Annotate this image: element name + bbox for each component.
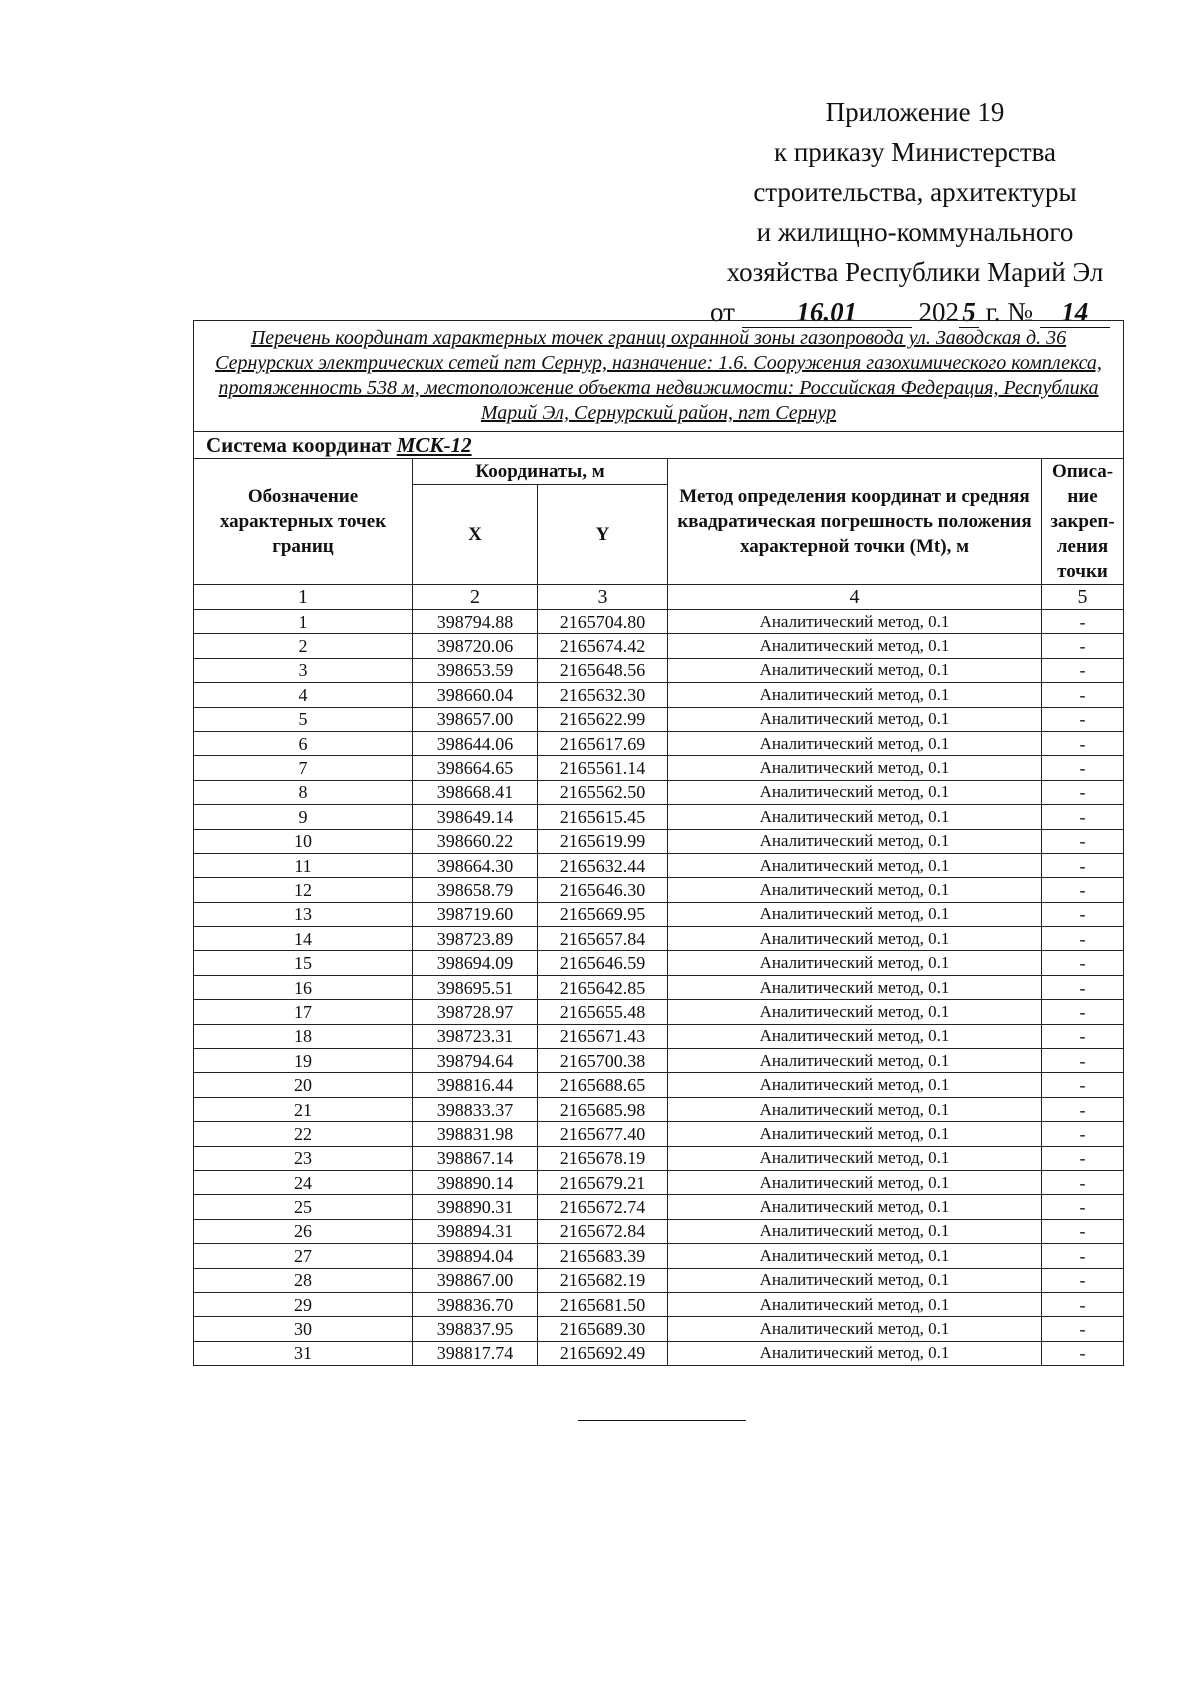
description-value: - [1042, 1146, 1124, 1170]
table-row [194, 1195, 1124, 1219]
method-value: Аналитический метод, 0.1 [668, 1073, 1042, 1097]
column-number: 1 [194, 585, 413, 610]
method-value: Аналитический метод, 0.1 [668, 658, 1042, 682]
table-row [194, 1000, 1124, 1024]
x-value: 398658.79 [413, 878, 538, 902]
table-row [194, 829, 1124, 853]
y-value: 2165692.49 [538, 1341, 668, 1365]
description-value: - [1042, 1317, 1124, 1341]
description-value: - [1042, 1268, 1124, 1292]
table-row [194, 1317, 1124, 1341]
description-value: - [1042, 1341, 1124, 1365]
point-number: 27 [194, 1244, 413, 1268]
method-value: Аналитический метод, 0.1 [668, 1024, 1042, 1048]
point-number: 6 [194, 731, 413, 755]
method-value: Аналитический метод, 0.1 [668, 1244, 1042, 1268]
description-value: - [1042, 610, 1124, 634]
point-number: 17 [194, 1000, 413, 1024]
x-value: 398664.30 [413, 853, 538, 877]
method-value: Аналитический метод, 0.1 [668, 951, 1042, 975]
table-row [194, 805, 1124, 829]
description-value: - [1042, 1049, 1124, 1073]
method-value: Аналитический метод, 0.1 [668, 902, 1042, 926]
table-row [194, 780, 1124, 804]
year-prefix: 202 [918, 297, 959, 327]
table-row [194, 731, 1124, 755]
point-number: 10 [194, 829, 413, 853]
table-row [194, 1244, 1124, 1268]
header-description: Описа-ние закреп-ления точки [1042, 459, 1124, 585]
column-number: 4 [668, 585, 1042, 610]
description-value: - [1042, 1122, 1124, 1146]
y-value: 2165672.84 [538, 1219, 668, 1243]
description-value: - [1042, 1244, 1124, 1268]
column-number: 5 [1042, 585, 1124, 610]
y-value: 2165646.30 [538, 878, 668, 902]
table-row [194, 683, 1124, 707]
x-value: 398894.04 [413, 1244, 538, 1268]
y-value: 2165648.56 [538, 658, 668, 682]
table-row [194, 975, 1124, 999]
column-number: 3 [538, 585, 668, 610]
table-row [194, 1292, 1124, 1316]
header-method: Метод определения координат и средняя квадратическая погрешность положения характерной точки (Mt), м [668, 459, 1042, 585]
description-value: - [1042, 1024, 1124, 1048]
x-value: 398867.14 [413, 1146, 538, 1170]
point-number: 15 [194, 951, 413, 975]
table-row [194, 756, 1124, 780]
point-number: 26 [194, 1219, 413, 1243]
from-label: от [710, 297, 735, 327]
description-value: - [1042, 878, 1124, 902]
y-value: 2165615.45 [538, 805, 668, 829]
table-row [194, 610, 1124, 634]
header-y: Y [538, 485, 668, 585]
method-value: Аналитический метод, 0.1 [668, 610, 1042, 634]
method-value: Аналитический метод, 0.1 [668, 1097, 1042, 1121]
y-value: 2165671.43 [538, 1024, 668, 1048]
x-value: 398644.06 [413, 731, 538, 755]
point-number: 28 [194, 1268, 413, 1292]
point-number: 2 [194, 634, 413, 658]
description-value: - [1042, 780, 1124, 804]
description-value: - [1042, 951, 1124, 975]
description-value: - [1042, 1292, 1124, 1316]
description-value: - [1042, 1195, 1124, 1219]
header-line: и жилищно-коммунального [756, 217, 1074, 247]
x-value: 398664.65 [413, 756, 538, 780]
x-value: 398890.14 [413, 1170, 538, 1194]
method-value: Аналитический метод, 0.1 [668, 1268, 1042, 1292]
y-value: 2165642.85 [538, 975, 668, 999]
table-row [194, 878, 1124, 902]
point-number: 24 [194, 1170, 413, 1194]
table-row [194, 707, 1124, 731]
description-value: - [1042, 902, 1124, 926]
appendix-title: Приложение 19 [825, 97, 1005, 127]
method-value: Аналитический метод, 0.1 [668, 780, 1042, 804]
method-value: Аналитический метод, 0.1 [668, 1122, 1042, 1146]
table-row [194, 658, 1124, 682]
table-caption: Перечень координат характерных точек границ охранной зоны газопровода ул. Заводская д. 36 Сернурских электрических сетей пгт Сернур, назначение: 1.6. Сооружения газохимического комплекса, протяженность 538 м, местоположение объекта недвижимости: Российская Федерация, Республика Марий Эл, Сернурский район, пгт Сернур [194, 321, 1124, 432]
method-value: Аналитический метод, 0.1 [668, 1341, 1042, 1365]
year-suffix: г. № [985, 297, 1033, 327]
x-value: 398833.37 [413, 1097, 538, 1121]
table-row [194, 1073, 1124, 1097]
table-row [194, 1219, 1124, 1243]
y-value: 2165562.50 [538, 780, 668, 804]
method-value: Аналитический метод, 0.1 [668, 1170, 1042, 1194]
y-value: 2165704.80 [538, 610, 668, 634]
point-number: 12 [194, 878, 413, 902]
point-number: 22 [194, 1122, 413, 1146]
method-value: Аналитический метод, 0.1 [668, 805, 1042, 829]
x-value: 398816.44 [413, 1073, 538, 1097]
x-value: 398694.09 [413, 951, 538, 975]
point-number: 8 [194, 780, 413, 804]
method-value: Аналитический метод, 0.1 [668, 1317, 1042, 1341]
method-value: Аналитический метод, 0.1 [668, 683, 1042, 707]
x-value: 398890.31 [413, 1195, 538, 1219]
x-value: 398794.64 [413, 1049, 538, 1073]
y-value: 2165561.14 [538, 756, 668, 780]
table-row [194, 902, 1124, 926]
method-value: Аналитический метод, 0.1 [668, 634, 1042, 658]
point-number: 4 [194, 683, 413, 707]
header-x: X [413, 485, 538, 585]
method-value: Аналитический метод, 0.1 [668, 1146, 1042, 1170]
y-value: 2165677.40 [538, 1122, 668, 1146]
table-row [194, 1268, 1124, 1292]
method-value: Аналитический метод, 0.1 [668, 975, 1042, 999]
x-value: 398817.74 [413, 1341, 538, 1365]
year-digit: 5 [959, 297, 979, 328]
point-number: 7 [194, 756, 413, 780]
point-number: 19 [194, 1049, 413, 1073]
x-value: 398836.70 [413, 1292, 538, 1316]
description-value: - [1042, 707, 1124, 731]
table-body [194, 610, 1124, 1366]
y-value: 2165682.19 [538, 1268, 668, 1292]
y-value: 2165655.48 [538, 1000, 668, 1024]
x-value: 398660.04 [413, 683, 538, 707]
coordinate-system-value: МСК-12 [396, 432, 472, 457]
y-value: 2165619.99 [538, 829, 668, 853]
point-number: 23 [194, 1146, 413, 1170]
y-value: 2165657.84 [538, 927, 668, 951]
description-value: - [1042, 1000, 1124, 1024]
point-number: 9 [194, 805, 413, 829]
method-value: Аналитический метод, 0.1 [668, 853, 1042, 877]
y-value: 2165688.65 [538, 1073, 668, 1097]
coordinate-system-label: Система координат [206, 432, 392, 457]
description-value: - [1042, 927, 1124, 951]
table-row [194, 634, 1124, 658]
column-numbers-row [194, 585, 1124, 610]
point-number: 30 [194, 1317, 413, 1341]
description-value: - [1042, 683, 1124, 707]
y-value: 2165679.21 [538, 1170, 668, 1194]
method-value: Аналитический метод, 0.1 [668, 707, 1042, 731]
x-value: 398657.00 [413, 707, 538, 731]
header-point-designation: Обозначение характерных точек границ [194, 459, 413, 585]
description-value: - [1042, 805, 1124, 829]
point-number: 14 [194, 927, 413, 951]
description-value: - [1042, 1219, 1124, 1243]
point-number: 18 [194, 1024, 413, 1048]
point-number: 21 [194, 1097, 413, 1121]
x-value: 398653.59 [413, 658, 538, 682]
point-number: 31 [194, 1341, 413, 1365]
appendix-header [690, 92, 1140, 332]
y-value: 2165685.98 [538, 1097, 668, 1121]
method-value: Аналитический метод, 0.1 [668, 1049, 1042, 1073]
table-row [194, 853, 1124, 877]
x-value: 398831.98 [413, 1122, 538, 1146]
y-value: 2165646.59 [538, 951, 668, 975]
x-value: 398723.89 [413, 927, 538, 951]
header-coordinates: Координаты, м [413, 459, 668, 485]
y-value: 2165681.50 [538, 1292, 668, 1316]
description-value: - [1042, 1073, 1124, 1097]
description-value: - [1042, 756, 1124, 780]
y-value: 2165622.99 [538, 707, 668, 731]
point-number: 13 [194, 902, 413, 926]
order-date-value: 16.01 [742, 297, 912, 328]
order-number-value: 14 [1040, 297, 1110, 328]
table-row [194, 1146, 1124, 1170]
point-number: 3 [194, 658, 413, 682]
description-value: - [1042, 1097, 1124, 1121]
method-value: Аналитический метод, 0.1 [668, 756, 1042, 780]
method-value: Аналитический метод, 0.1 [668, 1195, 1042, 1219]
method-value: Аналитический метод, 0.1 [668, 878, 1042, 902]
y-value: 2165672.74 [538, 1195, 668, 1219]
y-value: 2165700.38 [538, 1049, 668, 1073]
y-value: 2165632.30 [538, 683, 668, 707]
point-number: 1 [194, 610, 413, 634]
description-value: - [1042, 1170, 1124, 1194]
table-row [194, 1097, 1124, 1121]
x-value: 398867.00 [413, 1268, 538, 1292]
y-value: 2165669.95 [538, 902, 668, 926]
x-value: 398794.88 [413, 610, 538, 634]
y-value: 2165678.19 [538, 1146, 668, 1170]
description-value: - [1042, 853, 1124, 877]
x-value: 398660.22 [413, 829, 538, 853]
column-number: 2 [413, 585, 538, 610]
end-divider [578, 1420, 746, 1421]
description-value: - [1042, 731, 1124, 755]
point-number: 16 [194, 975, 413, 999]
y-value: 2165683.39 [538, 1244, 668, 1268]
x-value: 398837.95 [413, 1317, 538, 1341]
method-value: Аналитический метод, 0.1 [668, 1000, 1042, 1024]
table-row [194, 1170, 1124, 1194]
point-number: 25 [194, 1195, 413, 1219]
table-row [194, 1024, 1124, 1048]
table-row [194, 1122, 1124, 1146]
x-value: 398723.31 [413, 1024, 538, 1048]
description-value: - [1042, 658, 1124, 682]
header-line: строительства, архитектуры [753, 177, 1077, 207]
x-value: 398668.41 [413, 780, 538, 804]
x-value: 398728.97 [413, 1000, 538, 1024]
x-value: 398719.60 [413, 902, 538, 926]
table-row [194, 1049, 1124, 1073]
description-value: - [1042, 634, 1124, 658]
point-number: 11 [194, 853, 413, 877]
description-value: - [1042, 829, 1124, 853]
y-value: 2165674.42 [538, 634, 668, 658]
table-row [194, 927, 1124, 951]
table-row [194, 1341, 1124, 1365]
coordinates-table [193, 320, 1124, 1366]
y-value: 2165689.30 [538, 1317, 668, 1341]
coordinate-system [194, 432, 1124, 459]
point-number: 5 [194, 707, 413, 731]
point-number: 29 [194, 1292, 413, 1316]
header-line: к приказу Министерства [773, 137, 1057, 167]
x-value: 398894.31 [413, 1219, 538, 1243]
method-value: Аналитический метод, 0.1 [668, 927, 1042, 951]
method-value: Аналитический метод, 0.1 [668, 829, 1042, 853]
x-value: 398720.06 [413, 634, 538, 658]
description-value: - [1042, 975, 1124, 999]
y-value: 2165632.44 [538, 853, 668, 877]
method-value: Аналитический метод, 0.1 [668, 731, 1042, 755]
method-value: Аналитический метод, 0.1 [668, 1292, 1042, 1316]
header-line: хозяйства Республики Марий Эл [726, 257, 1104, 287]
x-value: 398695.51 [413, 975, 538, 999]
x-value: 398649.14 [413, 805, 538, 829]
point-number: 20 [194, 1073, 413, 1097]
y-value: 2165617.69 [538, 731, 668, 755]
method-value: Аналитический метод, 0.1 [668, 1219, 1042, 1243]
table-row [194, 951, 1124, 975]
